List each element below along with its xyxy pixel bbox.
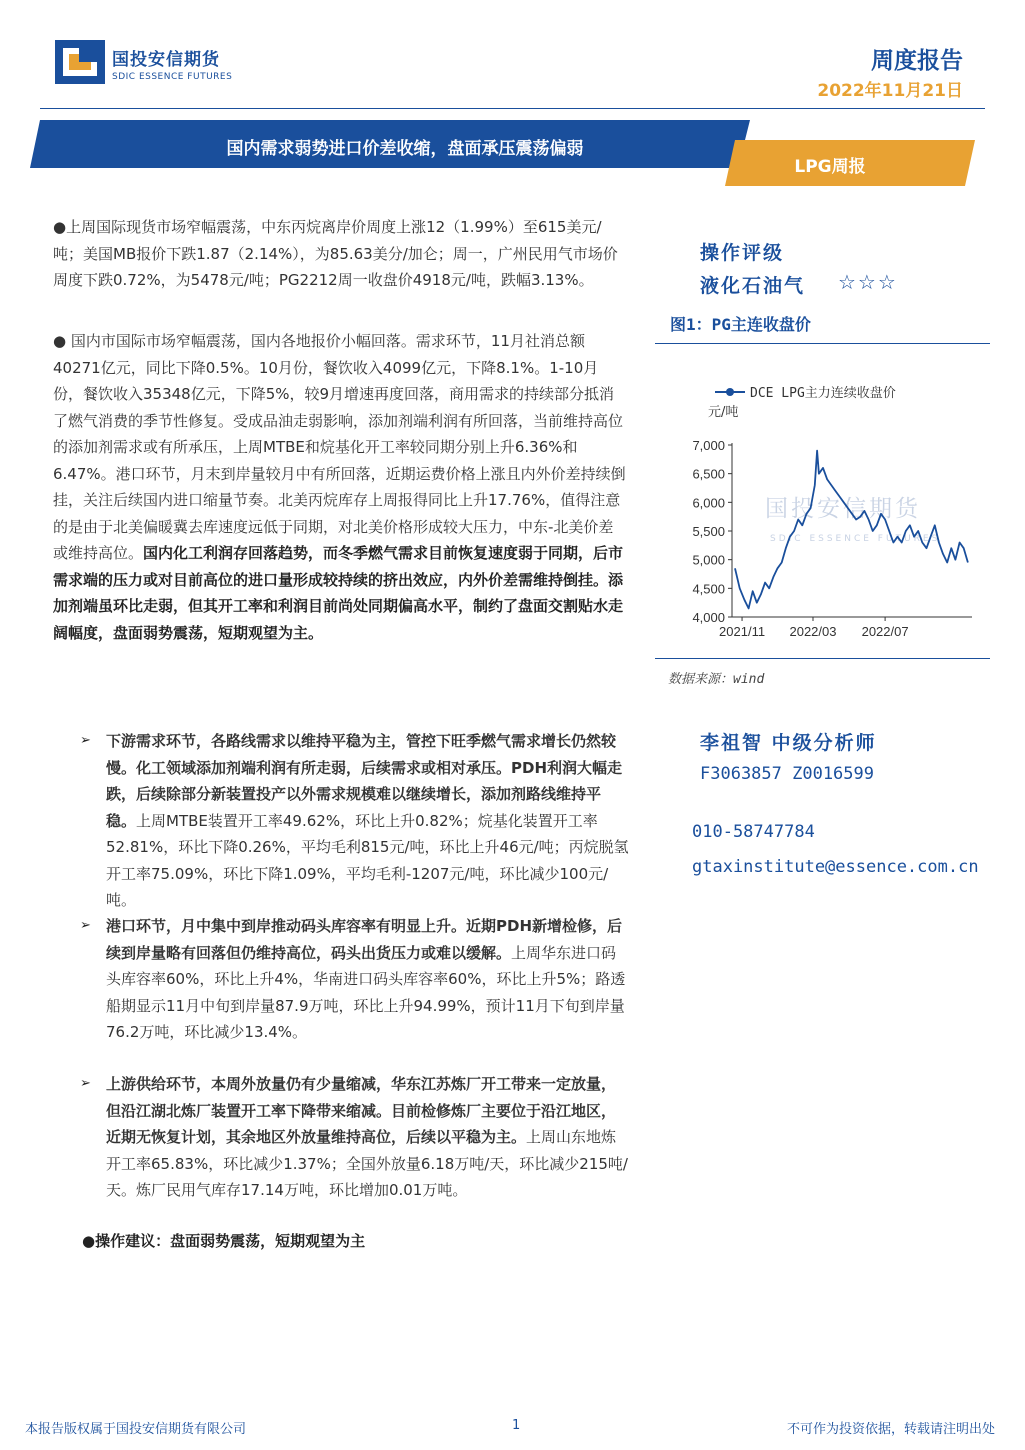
x-tick-label: 2021/11 [719,624,766,639]
analysis-conclusion: 国内化工利润存回落趋势，而冬季燃气需求目前恢复速度弱于同期，后市需求端的压力或对目前高位的进口量形成较持续的挤出效应，内外价差需维持倒挂。添加剂端虽环比走弱，但其开工率和利润目前尚处同期偏高水平，制约了盘面交割贴水走阔幅度，盘面弱势震荡，短期观望为主。 [53,544,624,642]
y-tick-label: 4,000 [692,610,725,625]
watermark: 国投安信期货 [765,496,921,522]
legend-label: DCE LPG主力连续收盘价 [750,386,896,401]
supply-bullet-detail: 上周山东地炼开工率65.83%，环比减少1.37%；全国外放量6.18万吨/天，环比减少215吨/天。炼厂民用气库存17.14万吨，环比增加0.01万吨。 [106,1128,628,1199]
arrow-bullet-icon: ➢ [80,918,91,933]
port-bullet-lead: 港口环节，月中集中到岸推动码头库容率有明显上升。近期PDH新增检修，后续到岸量略有回落但仍维持高位，码头出货压力或难以缓解。 [106,917,623,962]
report-tag: LPG周报 [794,157,866,177]
y-axis-label: 元/吨 [708,405,739,420]
supply-bullet [80,1071,630,1204]
header-divider [40,108,985,109]
analyst-name: 李祖智 中级分析师 [700,732,877,754]
analysis-paragraph [53,328,628,646]
arrow-bullet-icon: ➢ [80,733,91,748]
company-name: 国投安信期货 [112,50,220,70]
rating-label: 操作评级 [700,242,785,264]
data-source: 数据来源：wind [668,672,765,687]
figure-title: 图1：PG主连收盘价 [670,315,811,334]
rating-product: 液化石油气 [700,275,806,297]
x-tick-label: 2022/03 [789,624,837,639]
y-tick-label: 5,500 [692,524,725,539]
report-title: 国内需求弱势进口价差收缩，盘面承压震荡偏弱 [226,139,584,159]
watermark-en: SDIC ESSENCE FUTURES [770,534,941,544]
contact-phone: 010-58747784 [692,822,815,842]
contact-email: gtaxinstitute@essence.com.cn [692,857,979,877]
operation-advice: ●操作建议：盘面弱势震荡，短期观望为主 [82,1232,366,1250]
series-line [735,451,968,609]
company-name-en: SDIC ESSENCE FUTURES [112,72,233,82]
summary-paragraph: ●上周国际现货市场窄幅震荡，中东丙烷离岸价周度上涨12（1.99%）至615美元/吨；美国MB报价下跌1.87（2.14%），为85.63美分/加仑；周一，广州民用气市场价周度下跌0.72%，为5478元/吨；PG2212周一收盘价4918元/吨，跌幅3.13%。 [53,218,618,289]
port-bullet [80,913,630,1046]
analysis-text: ● 国内市国际市场窄幅震荡，国内各地报价小幅回落。需求环节，11月社消总额40271亿元，同比下降0.5%。10月份，餐饮收入4099亿元，下降8.1%。1-10月份，餐饮收入35348亿元，下降5%，较9月增速再度回落，商用需求的持续部分抵消了燃气消费的季节性修复。受成品油走弱影响，添加剂端利润有所回落，当前维持高位的添加剂需求或有所承压，上周MTBE和烷基化开工率较同期分别上升6.36%和6.47%。港口环节，月末到岸量较月中有所回落，近期运费价格上涨且内外价差持续倒挂，关注后续国内进口缩量节奏。北美丙烷库存上周报得同比上升17.76%，值得注意的是由于北美偏暖冀去库速度远低于同期，对北美价格形成较大压力，中东-北美价差或维持高位。 [53,332,626,562]
price-chart [660,372,980,652]
figure-divider-top [655,343,990,344]
demand-bullet-lead: 下游需求环节，各路线需求以维持平稳为主，管控下旺季燃气需求增长仍然较慢。化工领域添加剂端利润有所走弱，后续需求或相对承压。PDH利润大幅走跌，后续除部分新装置投产以外需求规模难以继续增长，添加剂路线维持平稳。 [106,732,623,830]
x-tick-label: 2022/07 [861,624,909,639]
y-tick-label: 5,000 [692,552,725,568]
y-tick-label: 6,500 [692,466,725,482]
demand-bullet-detail: 上周MTBE装置开工率49.62%，环比上升0.82%；烷基化装置开工率52.81%，环比下降0.26%，平均毛利815元/吨，环比上升46元/吨；丙烷脱氢开工率75.09%，环比下降1.09%，平均毛利-1207元/吨，环比减少100元/吨。 [106,811,629,909]
arrow-bullet-icon: ➢ [80,1076,91,1091]
figure-divider-bottom [655,658,990,659]
y-tick-label: 4,500 [692,581,725,597]
company-logo [55,40,105,84]
legend-marker [726,388,734,396]
footer-disclaimer: 不可作为投资依据，转载请注明出处 [786,1422,995,1437]
y-tick-label: 6,000 [692,495,725,511]
analyst-license: F3063857 Z0016599 [700,764,874,784]
rating-stars: ☆☆☆ [838,270,898,294]
report-date: 2022年11月21日 [817,81,963,101]
y-tick-label: 7,000 [692,438,725,453]
demand-bullet [80,728,630,914]
supply-bullet-lead: 上游供给环节，本周外放量仍有少量缩减，华东江苏炼厂开工带来一定放量，但沿江湖北炼厂装置开工率下降带来缩减。目前检修炼厂主要位于沿江地区，近期无恢复计划，其余地区外放量维持高位，后续以平稳为主。 [106,1075,617,1146]
report-type: 周度报告 [871,48,963,74]
footer-copyright: 本报告版权属于国投安信期货有限公司 [25,1422,247,1437]
page-number: 1 [512,1418,521,1433]
port-bullet-detail: 上周华东进口码头库容率60%，环比上升4%，华南进口码头库容率60%，环比上升5%；路透船期显示11月中旬到岸量87.9万吨，环比上升94.99%，预计11月下旬到岸量76.2万吨，环比减少13.4%。 [106,943,626,1041]
